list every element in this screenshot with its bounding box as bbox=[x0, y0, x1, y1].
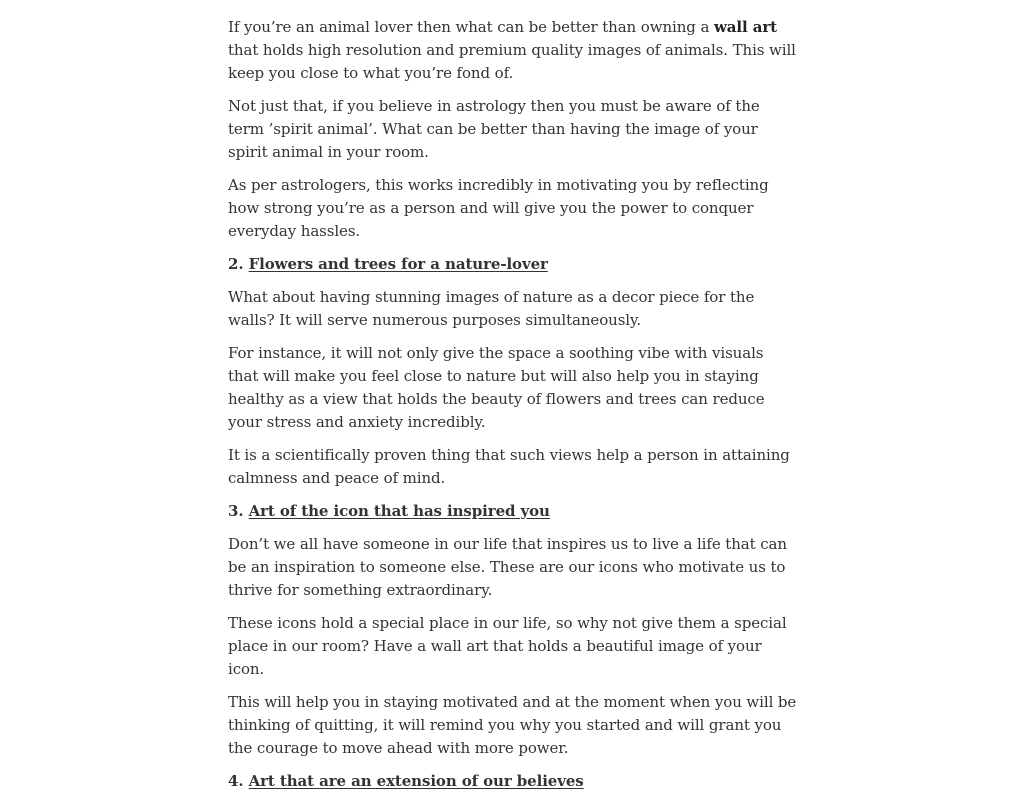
heading-number: 2. bbox=[228, 255, 244, 273]
paragraph-calmness: It is a scientifically proven thing that such views help a person in attaining calmness and peace of mind. bbox=[228, 446, 790, 487]
paragraph-text: that holds high resolution and premium quality images of animals. This will keep you close to what you’re fond of. bbox=[228, 41, 796, 82]
paragraph-inspiration: Don’t we all have someone in our life that inspires us to live a life that can be an inspiration to someone else. These are our icons who motivate us to thrive for something extraordinary. bbox=[228, 535, 787, 599]
paragraph-animal-lover bbox=[228, 16, 798, 85]
section-heading-3 bbox=[228, 500, 798, 523]
section-heading-4 bbox=[228, 770, 798, 793]
paragraph-motivated: This will help you in staying motivated and at the moment when you will be thinking of quitting, it will remind you why you started and will grant you the courage to move ahead with more power. bbox=[228, 693, 797, 757]
section-heading-2 bbox=[228, 253, 798, 276]
paragraph-astrologers: As per astrologers, this works incredibly in motivating you by reflecting how strong you’re as a person and will give you the power to conquer everyday hassles. bbox=[228, 176, 769, 240]
heading-link-icon-art[interactable]: Art of the icon that has inspired you bbox=[248, 502, 550, 520]
heading-link-flowers-trees[interactable]: Flowers and trees for a nature-lover bbox=[248, 255, 548, 273]
heading-number: 3. bbox=[228, 502, 244, 520]
paragraph-soothing-vibe: For instance, it will not only give the space a soothing vibe with visuals that will make you feel close to nature but will also help you in staying healthy as a view that holds the beauty of flowers and trees can reduce your stress and anxiety incredibly. bbox=[228, 344, 765, 431]
paragraph-special-place: These icons hold a special place in our life, so why not give them a special place in our room? Have a wall art that holds a beautiful image of your icon. bbox=[228, 614, 787, 678]
wall-art-bold: wall art bbox=[713, 18, 777, 36]
paragraph-spirit-animal: Not just that, if you believe in astrology then you must be aware of the term ’spirit animal’. What can be better than having the image of your spirit animal in your room. bbox=[228, 97, 760, 161]
paragraph-nature-images: What about having stunning images of nature as a decor piece for the walls? It will serve numerous purposes simultaneously. bbox=[228, 288, 755, 329]
heading-number: 4. bbox=[228, 772, 244, 790]
paragraph-text: If you’re an animal lover then what can be better than owning a bbox=[228, 18, 714, 36]
heading-link-believes[interactable]: Art that are an extension of our believes bbox=[248, 772, 584, 790]
article-body bbox=[228, 16, 798, 803]
